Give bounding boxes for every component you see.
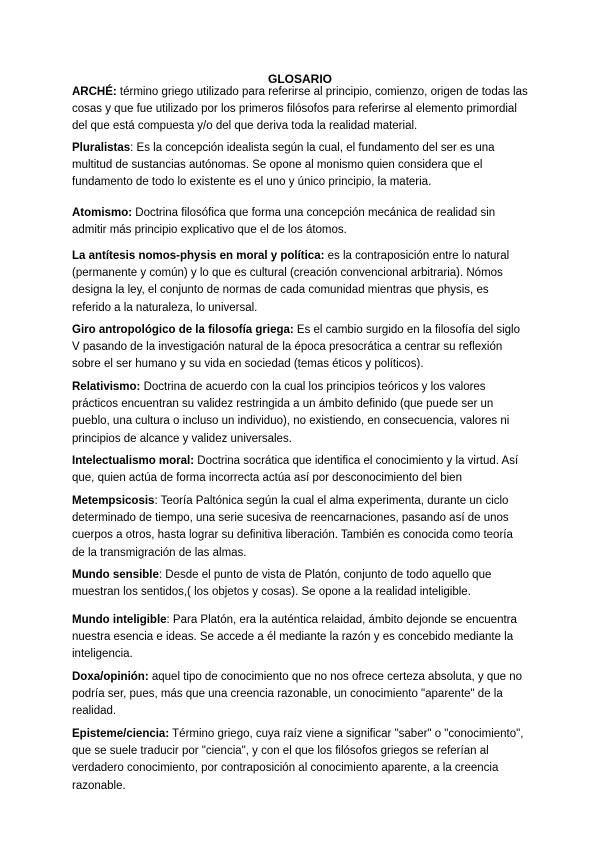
glossary-definition: es la contraposición entre lo natural (permanente y común) y lo que es cultural (creación convencional arbitraria). Nómos designa la ley, el conjunto de normas de cada comunidad mientras que physis, es referido a la naturaleza, lo universal. — [72, 250, 510, 314]
document-title: GLOSARIO — [267, 72, 332, 86]
glossary-definition: : Para Platón, era la auténtica relaidad, ámbito dejonde se encuentra nuestra esencia e ideas. Se accede a él mediante la razón y es concebido mediante la inteligencia. — [72, 614, 517, 661]
glossary-definition: : Teoría Paltónica según la cual el alma experimenta, durante un ciclo determinado de tiempo, una serie sucesiva de reencarnaciones, pasando así de unos cuerpos a otros, hasta lograr su definitiva liberación. También es conocida como teoría de la transmigración de las almas. — [72, 495, 513, 559]
glossary-definition: aquel tipo de conocimiento que no nos ofrece certeza absoluta, y que no podría ser, pues, más que una creencia razonable, un conocimiento "aparente" de la realidad. — [72, 671, 523, 718]
glossary-definition: Término griego, cuya raíz viene a significar "saber" o "conocimiento", que se suele traducir por "ciencia", y con el que los filósofos griegos se referían al verdadero conocimiento, por contraposición al conocimiento aparente, a la creencia razonable. — [72, 728, 524, 792]
glossary-term: Episteme/ciencia: — [72, 728, 170, 740]
glossary-term: Doxa/opinión: — [72, 671, 149, 683]
glossary-term: La antítesis nomos-physis en moral y política: — [72, 250, 325, 262]
glossary-entry-intelectualismo-moral — [72, 453, 528, 487]
glossary-entry-arche — [72, 84, 528, 136]
glossary-entry-atomismo — [72, 205, 528, 239]
glossary-entry-mundo-inteligible — [72, 612, 528, 664]
glossary-definition: : Desde el punto de vista de Platón, conjunto de todo aquello que muestran los sentidos,( los objetos y cosas). Se opone a la realidad inteligible. — [72, 569, 492, 599]
glossary-term: Mundo inteligible — [72, 614, 167, 626]
glossary-entry-relativismo — [72, 379, 528, 448]
glossary-entry-mundo-sensible — [72, 567, 528, 601]
glossary-term: Intelectualismo moral: — [72, 455, 195, 467]
glossary-term: Atomismo: — [72, 207, 133, 219]
glossary-entry-pluralistas — [72, 140, 528, 192]
glossary-definition: : Es la concepción idealista según la cual, el fundamento del ser es una multitud de sustancias autónomas. Se opone al monismo quien considera que el fundamento de todo lo existente es el uno y único principio, la materia. — [72, 142, 495, 189]
glossary-definition: Doctrina socrática que identifica el conocimiento y la virtud. Así que, quien actúa de forma incorrecta actúa así por desconocimiento del bien — [72, 455, 519, 485]
glossary-definition: término griego utilizado para referirse al principio, comienzo, origen de todas las cosas y que fue utilizado por los primeros filósofos para referirse al elemento primordial del que está compuesta y/o del que deriva toda la realidad material. — [72, 86, 528, 133]
glossary-term: Relativismo: — [72, 381, 141, 393]
glossary-entry-doxa — [72, 669, 528, 721]
glossary-term: Pluralistas — [72, 142, 131, 154]
glossary-definition: Doctrina de acuerdo con la cual los principios teóricos y los valores prácticos encuentran su validez restringida a un ámbito definido (que puede ser un pueblo, una cultura o incluso un individuo), no existiendo, en consecuencia, valores ni principios de alcance y validez universales. — [72, 381, 510, 445]
glossary-entry-giro-antropologico — [72, 322, 528, 374]
glossary-term: Mundo sensible — [72, 569, 159, 581]
glossary-term: ARCHÉ: — [72, 86, 117, 98]
glossary-definition: Doctrina filosófica que forma una concepción mecánica de realidad sin admitir más principio explicativo que el de los átomos. — [72, 207, 496, 237]
glossary-definition: Es el cambio surgido en la filosofía del siglo V pasando de la investigación natural de la época presocrática a centrar su reflexión sobre el ser humano y su vida en sociedad (temas éticos y políticos). — [72, 324, 521, 371]
glossary-term: Giro antropológico de la filosofía griega: — [72, 324, 294, 336]
glossary-term: Metempsicosis — [72, 495, 155, 507]
glossary-entry-metempsicosis — [72, 493, 528, 562]
glossary-entry-nomos-physis — [72, 248, 528, 317]
glossary-entry-episteme — [72, 726, 528, 795]
